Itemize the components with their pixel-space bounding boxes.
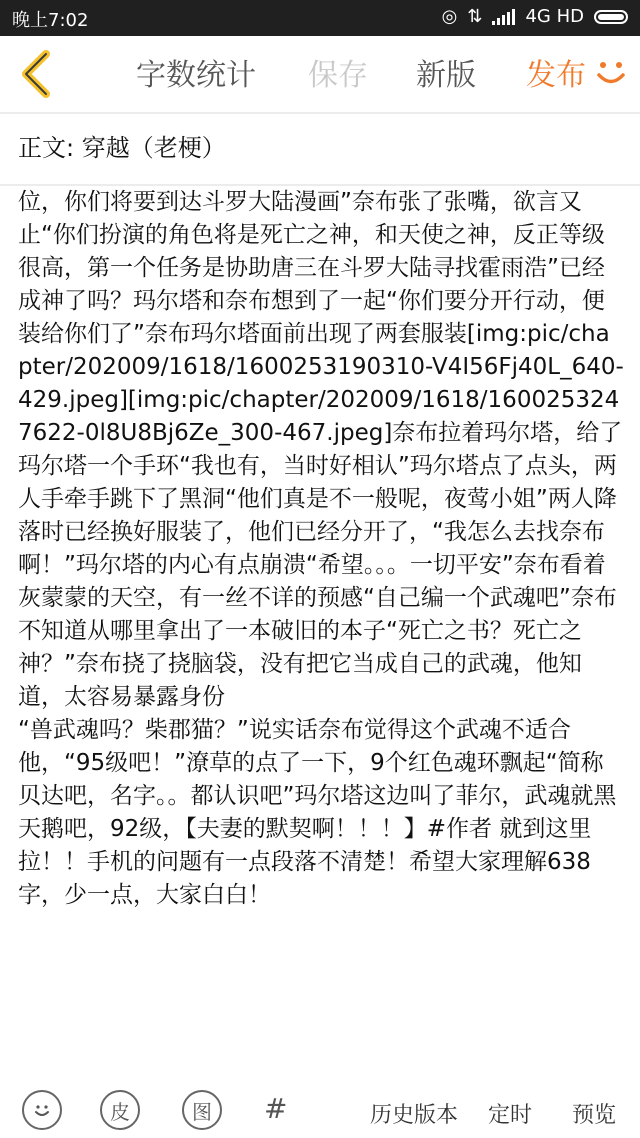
status-indicators [442, 6, 628, 27]
preview-button[interactable]: 预览 [572, 1103, 617, 1128]
skin-label: 皮 [110, 1099, 130, 1124]
content-editor[interactable]: 位，你们将要到达斗罗大陆漫画”奈布张了张嘴，欲言又止“你们扮演的角色将是死亡之神，和天使之神，反正等级很高，第一个任务是协助唐三在斗罗大陆寻找霍雨浩”已经成神了吗？玛尔塔和奈布想到了一起“你们要分开行动，便装给你们了”奈布玛尔塔面前出现了两套服装[img:pic/chapter/202009/1618/1600253190310-V4I56Fj40L_640-429.jpeg][img:pic/chapter/202009/1618/1600253247622-0l8U8Bj6Ze_300-467.jpeg]奈布拉着玛尔塔，给了玛尔塔一个手环“我也有，当时好相认”玛尔塔点了点头，两人手牵手跳下了黑洞“他们真是不一般呢，夜莺小姐”两人降落时已经换好服装了，他们已经分开了，“我怎么去找奈布啊！”玛尔塔的内心有点崩溃“希望。。。一切平安”奈布看着灰蒙蒙的天空，有一丝不详的预感“自己编一个武魂吧”奈布不知道从哪里拿出了一本破旧的本子“死亡之书？死亡之神？”奈布挠了挠脑袋，没有把它当成自己的武魂，他知道，太容易暴露身份 “兽武魂吗？柴郡猫？”说实话奈布觉得这个武魂不适合他，“95级吧！”潦草的点了一下，9个红色魂环飘起“简称贝达吧，名字。。都认识吧”玛尔塔这边叫了菲尔，武魂就黑天鹅吧，92级，【夫妻的默契啊！！！】#作者 就到这里拉！！手机的问题有一点段落不清楚！希望大家理解638字，少一点，大家白白！ [18, 189, 624, 908]
data-transfer-icon: ⇅ [467, 6, 483, 27]
battery-icon [594, 10, 628, 24]
hotspot-icon: ◎ [441, 6, 458, 27]
back-arrow-icon[interactable] [14, 48, 64, 100]
save-button[interactable]: 保存 [308, 58, 368, 93]
new-version-button[interactable]: 新版 [416, 58, 476, 93]
signal-icon [492, 9, 515, 25]
editor-toolbar [0, 36, 640, 112]
skin-button[interactable] [100, 1090, 140, 1130]
image-button[interactable] [182, 1090, 222, 1130]
image-label: 图 [192, 1099, 212, 1124]
chapter-title[interactable]: 正文: 穿越（老梗） [18, 134, 226, 162]
network-type: 4G HD [525, 6, 584, 27]
history-version-button[interactable]: 历史版本 [370, 1103, 459, 1128]
bottom-toolbar [0, 1082, 640, 1138]
word-count-button[interactable]: 字数统计 [136, 58, 256, 93]
toolbar-divider [0, 112, 640, 114]
status-bar [0, 0, 640, 36]
emoji-face-icon [30, 1098, 54, 1122]
emoji-icon[interactable] [22, 1090, 62, 1130]
status-time: 晚上7:02 [12, 10, 89, 31]
publish-button[interactable]: 发布 [526, 58, 586, 93]
smiley-icon[interactable] [594, 56, 628, 90]
hashtag-button[interactable]: # [264, 1092, 288, 1125]
schedule-button[interactable]: 定时 [488, 1103, 533, 1128]
